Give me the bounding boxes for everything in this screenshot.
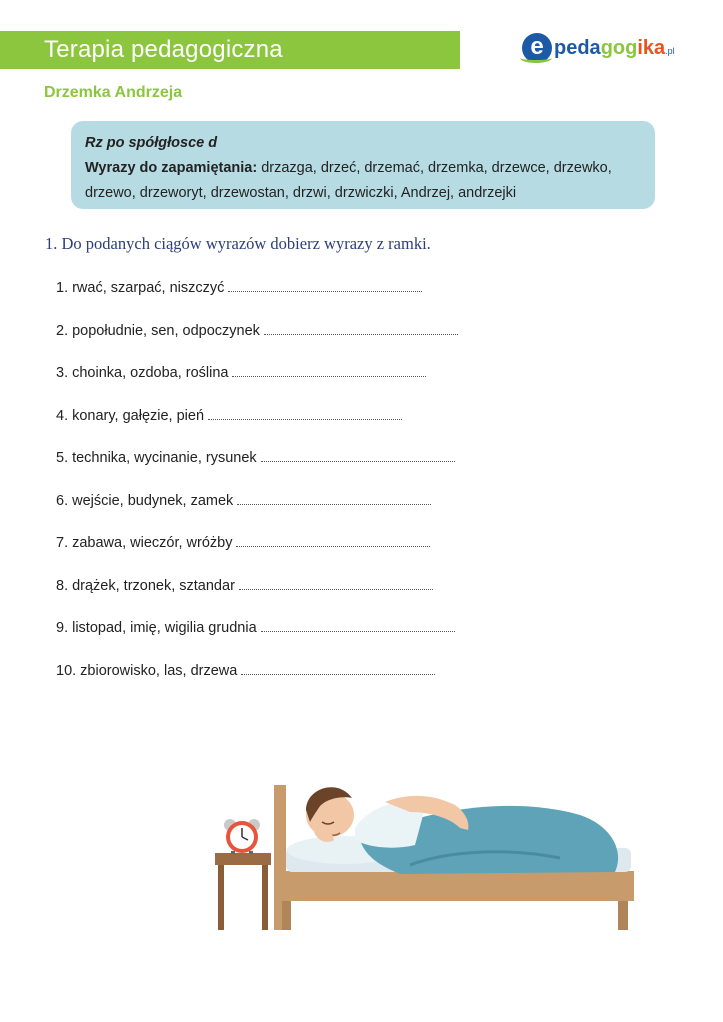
item-number: 9. (56, 620, 69, 636)
item-text: rwać, szarpać, niszczyć (72, 280, 225, 296)
alarm-clock-icon (224, 819, 260, 854)
exercise-list (56, 280, 496, 705)
item-number: 2. (56, 322, 69, 339)
item-number: 10. (56, 662, 77, 679)
exercise-item (56, 535, 496, 578)
logo-swoosh-icon (520, 53, 552, 63)
item-text: technika, wycinanie, rysunek (72, 450, 257, 466)
item-text: drążek, trzonek, sztandar (72, 577, 235, 594)
task-instruction: 1. Do podanych ciągów wyrazów dobierz wyrazy z ramki. (45, 234, 431, 253)
item-text: konary, gałęzie, pień (72, 407, 205, 424)
item-number: 1. (56, 280, 69, 296)
item-text: zbiorowisko, las, drzewa (80, 662, 238, 679)
answer-line[interactable] (237, 493, 431, 505)
nightstand (215, 853, 271, 930)
word-box (71, 121, 655, 209)
exercise-item (56, 450, 496, 493)
logo-text-suffix: .pl (665, 46, 675, 56)
item-text: listopad, imię, wigilia grudnia (72, 620, 257, 636)
exercise-item (56, 280, 496, 323)
item-number: 5. (56, 450, 69, 466)
logo-text-part2: gog (600, 37, 638, 59)
answer-line[interactable] (264, 323, 458, 335)
item-number: 4. (56, 407, 69, 424)
worksheet-subtitle: Drzemka Andrzeja (44, 84, 183, 101)
answer-line[interactable] (236, 535, 430, 547)
answer-line[interactable] (228, 280, 422, 292)
answer-line[interactable] (239, 578, 433, 590)
page-title: Terapia pedagogiczna (44, 36, 283, 63)
logo-text-part1: peda (554, 37, 601, 59)
exercise-item (56, 365, 496, 408)
sleeping-man-illustration (210, 770, 640, 935)
logo-text-part3: ika (637, 37, 666, 59)
words-label: Wyrazy do zapamiętania: (85, 160, 258, 176)
logo-e-icon: e (522, 33, 552, 63)
answer-line[interactable] (208, 408, 402, 420)
answer-line[interactable] (232, 365, 426, 377)
exercise-item (56, 663, 496, 706)
item-number: 8. (56, 577, 69, 594)
answer-line[interactable] (261, 620, 455, 632)
item-text: choinka, ozdoba, roślina (72, 365, 229, 381)
answer-line[interactable] (261, 450, 455, 462)
item-text: zabawa, wieczór, wróżby (72, 535, 233, 551)
item-text: wejście, budynek, zamek (72, 492, 234, 509)
exercise-item (56, 620, 496, 663)
spelling-rule: Rz po spółgłosce d (85, 135, 218, 151)
item-number: 7. (56, 535, 69, 551)
item-number: 6. (56, 492, 69, 509)
logo-text (554, 37, 675, 60)
answer-line[interactable] (241, 663, 435, 675)
item-text: popołudnie, sen, odpoczynek (72, 322, 260, 339)
exercise-item (56, 578, 496, 621)
exercise-item (56, 493, 496, 536)
epedagogika-logo (522, 33, 682, 67)
exercise-item (56, 323, 496, 366)
exercise-item (56, 408, 496, 451)
item-number: 3. (56, 365, 69, 381)
words-list: drzazga, drzeć, drzemać, drzemka, drzewce, drzewko, drzewo, drzeworyt, drzewostan, drzwi, drzwiczki, Andrzej, andrzejki (85, 160, 612, 201)
words-to-remember (85, 156, 641, 206)
